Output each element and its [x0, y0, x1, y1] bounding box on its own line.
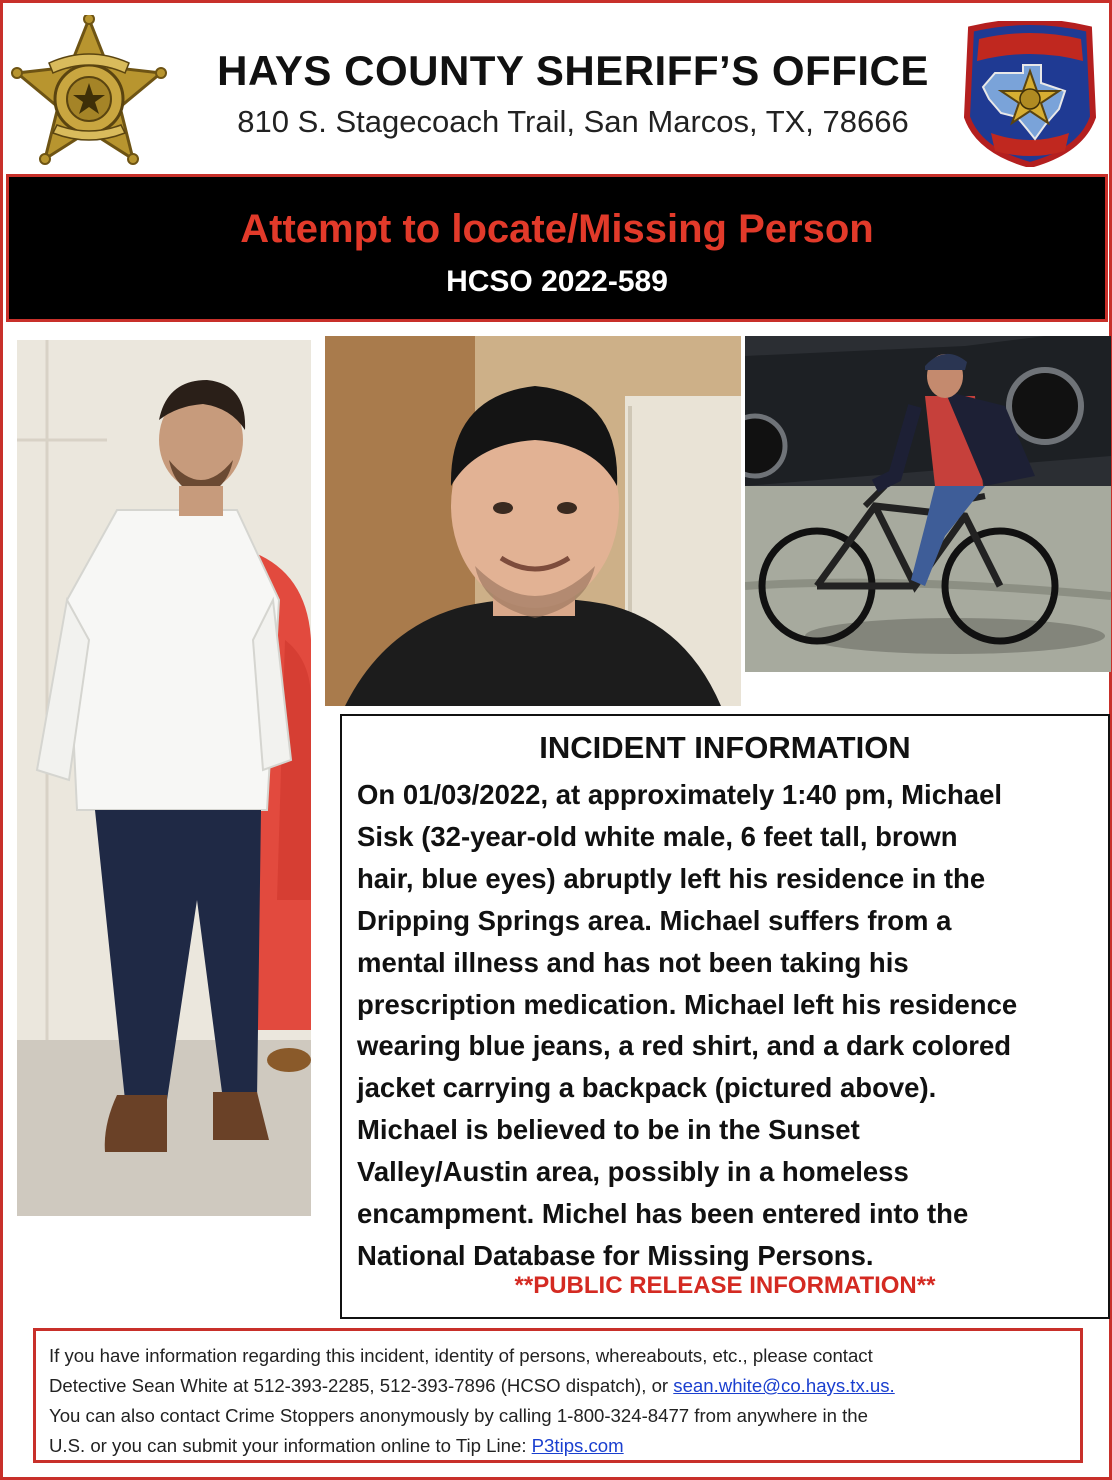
contact-detective: Detective Sean White at 512-393-2285, 512-393-7896 (HCSO dispatch), or — [49, 1375, 669, 1396]
incident-line: On 01/03/2022, at approximately 1:40 pm, Michael — [357, 779, 1003, 810]
incident-line: Valley/Austin area, possibly in a homeless — [357, 1156, 909, 1188]
incident-line: Sisk (32-year-old white male, 6 feet tall, brown — [357, 820, 958, 852]
contact-text — [49, 1341, 1073, 1461]
incident-description — [357, 774, 1105, 1277]
contact-box — [33, 1328, 1083, 1463]
incident-line: mental illness and has not been taking his — [357, 946, 909, 978]
office-title: HAYS COUNTY SHERIFF’S OFFICE — [217, 47, 929, 94]
contact-line-4 — [49, 1431, 1073, 1461]
banner-title: Attempt to locate/Missing Person — [240, 207, 874, 251]
incident-info-box — [340, 714, 1110, 1319]
incident-heading: INCIDENT INFORMATION — [539, 730, 911, 765]
contact-line-2 — [49, 1371, 1073, 1401]
incident-line: wearing blue jeans, a red shirt, and a dark colored — [357, 1030, 1012, 1062]
office-address: 810 S. Stagecoach Trail, San Marcos, TX, 78666 — [237, 104, 909, 139]
incident-line: prescription medication. Michael left his residence — [357, 988, 1018, 1020]
alert-banner — [6, 174, 1108, 322]
tip-line-text: U.S. or you can submit your information online to Tip Line: — [49, 1435, 527, 1456]
incident-line: hair, blue eyes) abruptly left his residence in the — [357, 862, 986, 894]
photo-bicycle-sighting — [745, 336, 1111, 672]
incident-line: National Database for Missing Persons. — [357, 1239, 874, 1271]
county-sheriff-patch-icon — [961, 21, 1099, 167]
tip-line-link[interactable]: P3tips.com — [531, 1435, 624, 1456]
public-release-note: **PUBLIC RELEASE INFORMATION** — [514, 1272, 936, 1299]
incident-line: encampment. Michel has been entered into the — [357, 1198, 969, 1230]
incident-line: Dripping Springs area. Michael suffers from a — [357, 904, 952, 936]
sheriff-star-badge-icon — [9, 15, 169, 165]
contact-line-1: If you have information regarding this incident, identity of persons, whereabouts, etc., please contact — [49, 1345, 873, 1366]
contact-line-3: You can also contact Crime Stoppers anonymously by calling 1-800-324-8477 from anywhere in the — [49, 1405, 868, 1426]
email-link[interactable]: sean.white@co.hays.tx.us. — [673, 1375, 895, 1396]
incident-line: Michael is believed to be in the Sunset — [357, 1114, 860, 1146]
incident-line: jacket carrying a backpack (pictured above). — [357, 1072, 937, 1104]
header — [3, 3, 1112, 168]
photo-full-body — [17, 340, 311, 1216]
photo-headshot — [325, 336, 741, 706]
case-number: HCSO 2022-589 — [446, 265, 668, 298]
